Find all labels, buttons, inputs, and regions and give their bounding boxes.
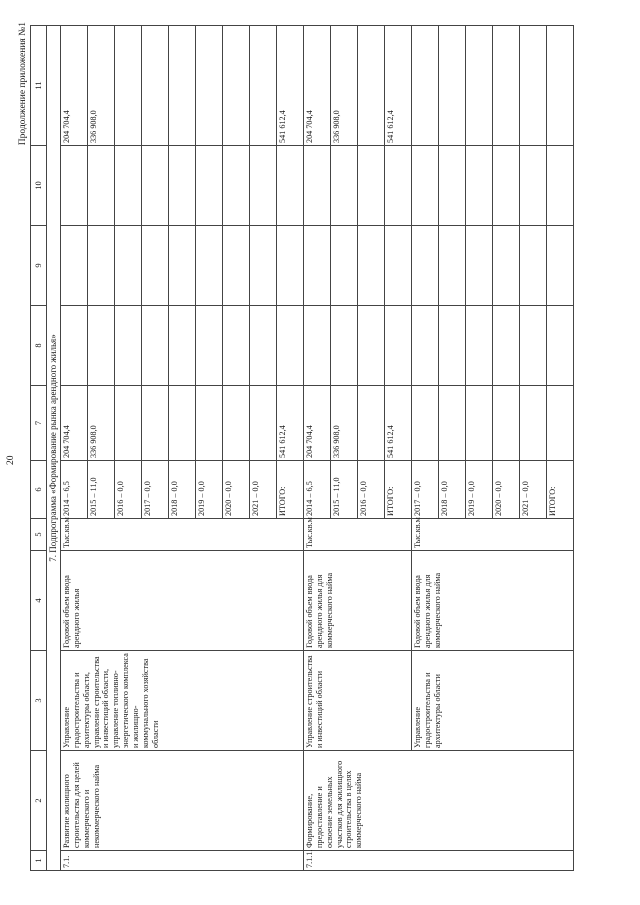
amount-value: 204 704,4 xyxy=(304,386,331,461)
empty-cell xyxy=(304,306,331,386)
empty-cell xyxy=(115,306,142,386)
empty-cell xyxy=(385,226,412,306)
year-value: 2015 – 11,0 xyxy=(88,461,115,519)
empty-cell xyxy=(385,146,412,226)
amount-value xyxy=(196,386,223,461)
year-value: 2018 – 0,0 xyxy=(439,461,466,519)
total-value xyxy=(466,26,493,146)
empty-cell xyxy=(277,146,304,226)
empty-cell xyxy=(88,306,115,386)
empty-cell xyxy=(277,306,304,386)
total-value: 204 704,4 xyxy=(304,26,331,146)
empty-cell xyxy=(493,146,520,226)
total-value: 336 908,0 xyxy=(331,26,358,146)
year-value: ИТОГО: xyxy=(547,461,574,519)
column-number: 2 xyxy=(31,751,47,851)
item-unit: Тыс.кв.м xyxy=(304,519,412,551)
year-value: 2019 – 0,0 xyxy=(466,461,493,519)
total-value xyxy=(547,26,574,146)
empty-cell xyxy=(304,226,331,306)
empty-cell xyxy=(223,226,250,306)
empty-cell xyxy=(412,226,439,306)
empty-cell xyxy=(61,306,88,386)
column-number: 5 xyxy=(31,519,47,551)
amount-value xyxy=(115,386,142,461)
empty-cell xyxy=(358,226,385,306)
amount-value xyxy=(412,386,439,461)
page-number: 20 xyxy=(6,455,16,465)
empty-cell xyxy=(250,306,277,386)
empty-cell xyxy=(142,226,169,306)
item-name: Развитие жилищного строительства для целей коммерческого и некоммерческого найма xyxy=(61,751,304,851)
empty-cell xyxy=(115,146,142,226)
total-value xyxy=(169,26,196,146)
amount-value xyxy=(493,386,520,461)
amount-value xyxy=(250,386,277,461)
total-value xyxy=(223,26,250,146)
total-value: 541 612,4 xyxy=(277,26,304,146)
column-number-row xyxy=(31,26,47,871)
empty-cell xyxy=(223,306,250,386)
column-number: 1 xyxy=(31,851,47,871)
amount-value: 204 704,4 xyxy=(61,386,88,461)
total-value xyxy=(196,26,223,146)
empty-cell xyxy=(88,146,115,226)
empty-cell xyxy=(277,226,304,306)
column-number: 9 xyxy=(31,226,47,306)
total-value: 541 612,4 xyxy=(385,26,412,146)
amount-value xyxy=(223,386,250,461)
year-value: ИТОГО: xyxy=(277,461,304,519)
total-value xyxy=(520,26,547,146)
empty-cell xyxy=(88,226,115,306)
empty-cell xyxy=(250,226,277,306)
empty-cell xyxy=(493,306,520,386)
subprogram-title: 7. Подпрограмма «Формирование рынка арендного жилья» xyxy=(47,26,61,871)
program-table xyxy=(30,25,574,871)
empty-cell xyxy=(196,146,223,226)
total-value xyxy=(439,26,466,146)
total-value: 336 908,0 xyxy=(88,26,115,146)
item-executor: Управление строительства и инвестиций области xyxy=(304,651,412,751)
total-value xyxy=(250,26,277,146)
amount-value xyxy=(439,386,466,461)
empty-cell xyxy=(61,146,88,226)
column-number: 6 xyxy=(31,461,47,519)
year-value: 2020 – 0,0 xyxy=(493,461,520,519)
column-number: 4 xyxy=(31,551,47,651)
continuation-note: Продолжение приложения №1 xyxy=(18,22,28,146)
empty-cell xyxy=(439,226,466,306)
year-value: 2021 – 0,0 xyxy=(250,461,277,519)
empty-cell xyxy=(547,306,574,386)
empty-cell xyxy=(358,146,385,226)
amount-value xyxy=(520,386,547,461)
empty-cell xyxy=(331,146,358,226)
year-value: 2014 – 6,5 xyxy=(304,461,331,519)
amount-value xyxy=(169,386,196,461)
empty-cell xyxy=(547,226,574,306)
empty-cell xyxy=(169,226,196,306)
column-number: 11 xyxy=(31,26,47,146)
empty-cell xyxy=(250,146,277,226)
item-executor: Управление градостроительства и архитектуры области, управление строительства и инвестиций области, управление топливно-энергетического комплекса и жилищно-коммунального хозяйства области xyxy=(61,651,304,751)
total-value xyxy=(115,26,142,146)
empty-cell xyxy=(547,146,574,226)
item-indicator: Годовой объем ввода арендного жилья для коммерческого найма xyxy=(412,551,574,651)
amount-value: 336 908,0 xyxy=(88,386,115,461)
empty-cell xyxy=(520,146,547,226)
amount-value: 541 612,4 xyxy=(385,386,412,461)
empty-cell xyxy=(331,306,358,386)
item-number: 7.1.1. xyxy=(304,851,574,871)
total-value xyxy=(142,26,169,146)
year-value: 2017 – 0,0 xyxy=(142,461,169,519)
empty-cell xyxy=(439,306,466,386)
item-unit: Тыс.кв.м xyxy=(412,519,574,551)
year-value: 2020 – 0,0 xyxy=(223,461,250,519)
year-value: 2019 – 0,0 xyxy=(196,461,223,519)
column-number: 10 xyxy=(31,146,47,226)
year-value: 2017 – 0,0 xyxy=(412,461,439,519)
year-value: 2015 – 11,0 xyxy=(331,461,358,519)
amount-value: 336 908,0 xyxy=(331,386,358,461)
column-number: 8 xyxy=(31,306,47,386)
empty-cell xyxy=(196,306,223,386)
item-indicator: Годовой объем ввода арендного жилья для коммерческого найма xyxy=(304,551,412,651)
year-value: 2014 – 6,5 xyxy=(61,461,88,519)
empty-cell xyxy=(466,226,493,306)
table-row xyxy=(61,26,88,871)
column-number: 7 xyxy=(31,386,47,461)
empty-cell xyxy=(358,306,385,386)
total-value: 204 704,4 xyxy=(61,26,88,146)
empty-cell xyxy=(385,306,412,386)
empty-cell xyxy=(466,306,493,386)
amount-value: 541 612,4 xyxy=(277,386,304,461)
item-number: 7.1. xyxy=(61,851,304,871)
table-row xyxy=(304,26,331,871)
column-number: 3 xyxy=(31,651,47,751)
year-value: 2018 – 0,0 xyxy=(169,461,196,519)
amount-value xyxy=(547,386,574,461)
item-name: Формирование, предоставление и освоение земельных участков для жилищного строительства в целях коммерческого найма xyxy=(304,751,574,851)
empty-cell xyxy=(115,226,142,306)
empty-cell xyxy=(142,146,169,226)
item-executor: Управление градостроительства и архитектуры области xyxy=(412,651,574,751)
year-value: 2016 – 0,0 xyxy=(115,461,142,519)
empty-cell xyxy=(331,226,358,306)
total-value xyxy=(493,26,520,146)
empty-cell xyxy=(439,146,466,226)
year-value: 2016 – 0,0 xyxy=(358,461,385,519)
year-value: 2021 – 0,0 xyxy=(520,461,547,519)
amount-value xyxy=(466,386,493,461)
empty-cell xyxy=(520,226,547,306)
empty-cell xyxy=(412,146,439,226)
empty-cell xyxy=(493,226,520,306)
table-row xyxy=(412,26,439,871)
amount-value xyxy=(358,386,385,461)
item-indicator: Годовой объем ввода арендного жилья xyxy=(61,551,304,651)
empty-cell xyxy=(520,306,547,386)
empty-cell xyxy=(304,146,331,226)
empty-cell xyxy=(169,146,196,226)
total-value xyxy=(358,26,385,146)
empty-cell xyxy=(223,146,250,226)
empty-cell xyxy=(412,306,439,386)
empty-cell xyxy=(61,226,88,306)
empty-cell xyxy=(196,226,223,306)
total-value xyxy=(412,26,439,146)
item-unit: Тыс.кв.м xyxy=(61,519,304,551)
empty-cell xyxy=(466,146,493,226)
amount-value xyxy=(142,386,169,461)
empty-cell xyxy=(169,306,196,386)
year-value: ИТОГО: xyxy=(385,461,412,519)
empty-cell xyxy=(142,306,169,386)
